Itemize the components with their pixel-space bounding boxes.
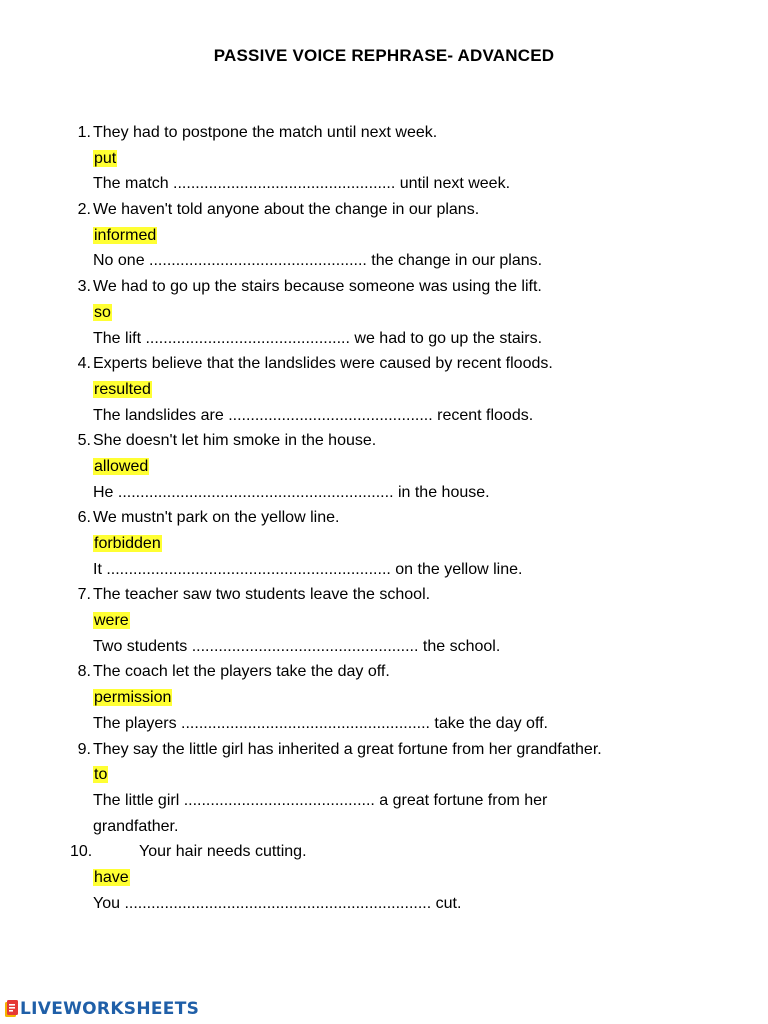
keyword-line — [0, 377, 768, 403]
exercise-list — [0, 120, 768, 916]
keyword-highlight: permission — [94, 689, 172, 707]
answer-line — [0, 403, 768, 429]
answer-line — [0, 326, 768, 352]
keyword-highlight: allowed — [94, 457, 149, 475]
keyword-line — [0, 146, 768, 172]
item-number: 7. — [77, 586, 91, 604]
question-text: Your hair needs cutting. — [139, 843, 307, 861]
question-text: Experts believe that the landslides were caused by recent floods. — [93, 355, 553, 373]
answer-line — [0, 171, 768, 197]
keyword-highlight: forbidden — [94, 535, 161, 552]
answer-line — [0, 788, 768, 814]
answer-prompt[interactable]: You ..................................................................... cut. — [93, 894, 462, 912]
question-text: They say the little girl has inherited a great fortune from her grandfather. — [93, 740, 602, 758]
answer-line — [0, 248, 768, 274]
answer-prompt-continued: grandfather. — [93, 817, 179, 835]
keyword-highlight: resulted — [94, 380, 151, 398]
liveworksheets-logo[interactable] — [4, 996, 199, 1022]
answer-prompt[interactable]: The little girl ........................................... a great fortune from her — [93, 791, 548, 809]
question-line — [0, 659, 768, 685]
answer-line — [0, 891, 768, 917]
question-text: The coach let the players take the day off. — [93, 663, 390, 681]
keyword-line — [0, 865, 768, 891]
question-line — [0, 505, 768, 531]
item-number: 3. — [77, 278, 91, 296]
keyword-highlight: put — [94, 149, 117, 167]
answer-prompt[interactable]: It ................................................................ on the yellow line. — [93, 560, 523, 578]
answer-prompt[interactable]: The players ........................................................ take the day off. — [93, 714, 548, 732]
answer-line — [0, 557, 768, 583]
keyword-highlight: have — [94, 868, 129, 886]
question-line — [0, 274, 768, 300]
question-text: We mustn't park on the yellow line. — [93, 509, 340, 527]
item-number: 2. — [77, 201, 91, 219]
keyword-line — [0, 300, 768, 326]
keyword-line — [0, 531, 768, 557]
keyword-highlight: to — [94, 766, 108, 784]
keyword-line — [0, 454, 768, 480]
answer-prompt[interactable]: The match .................................................. until next week. — [93, 175, 511, 193]
page-title: PASSIVE VOICE REPHRASE- ADVANCED — [213, 46, 555, 65]
answer-prompt[interactable]: He .............................................................. in the house. — [93, 483, 490, 501]
logo-text: LIVEWORKSHEETS — [20, 999, 200, 1019]
keyword-line — [0, 685, 768, 711]
question-line — [0, 839, 768, 865]
answer-prompt[interactable]: No one ................................................. the change in our plans. — [93, 252, 543, 270]
answer-prompt[interactable]: The landslides are .............................................. recent floods. — [93, 406, 534, 424]
question-line — [0, 351, 768, 377]
item-number: 9. — [77, 740, 91, 758]
item-number: 10. — [70, 843, 93, 861]
item-number: 8. — [77, 663, 91, 681]
question-text: We had to go up the stairs because someone was using the lift. — [93, 278, 542, 296]
question-line — [0, 197, 768, 223]
item-number: 6. — [77, 509, 91, 527]
answer-line — [0, 634, 768, 660]
item-number: 1. — [77, 124, 91, 141]
keyword-line — [0, 762, 768, 788]
keyword-highlight: informed — [94, 226, 157, 244]
question-text: We haven't told anyone about the change in our plans. — [93, 201, 480, 219]
answer-prompt[interactable]: Two students ................................................... the school. — [93, 637, 501, 655]
answer-line — [0, 480, 768, 506]
keyword-highlight: so — [94, 303, 111, 321]
question-line — [0, 582, 768, 608]
liveworksheets-logo-icon — [4, 1000, 18, 1018]
keyword-highlight: were — [94, 612, 129, 630]
answer-line-continued — [0, 814, 768, 840]
item-number: 5. — [77, 432, 91, 450]
answer-line — [0, 711, 768, 737]
question-line — [0, 737, 768, 763]
keyword-line — [0, 223, 768, 249]
keyword-line — [0, 608, 768, 634]
question-text: She doesn't let him smoke in the house. — [93, 432, 377, 450]
question-text: They had to postpone the match until next week. — [93, 124, 438, 141]
item-number: 4. — [77, 355, 91, 373]
answer-prompt[interactable]: The lift .............................................. we had to go up the stairs. — [93, 329, 543, 347]
question-line — [0, 120, 768, 146]
question-text: The teacher saw two students leave the school. — [93, 586, 431, 604]
question-line — [0, 428, 768, 454]
